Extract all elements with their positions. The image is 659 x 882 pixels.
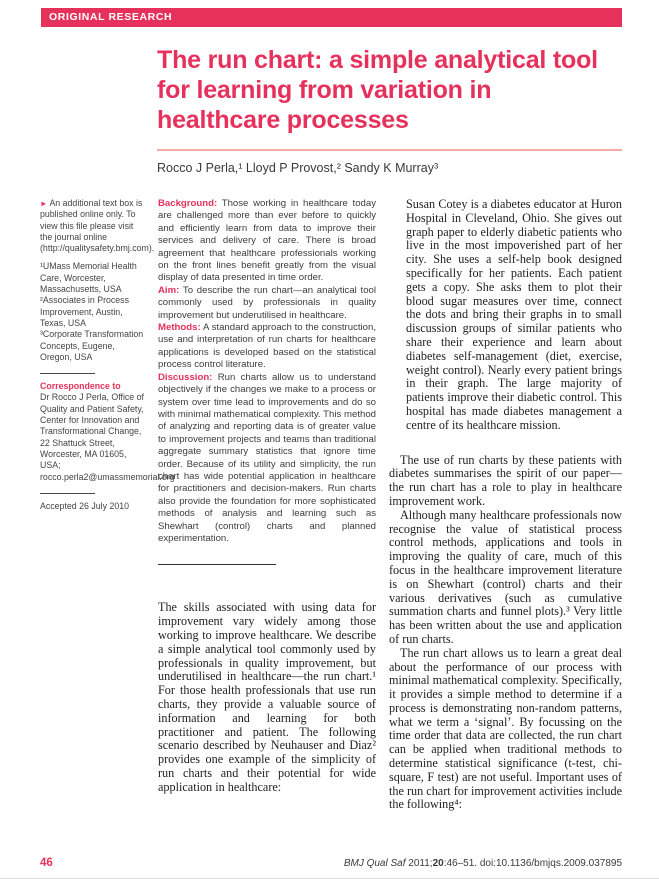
abstract-background-label: Background: xyxy=(158,198,218,209)
article-title-line-2: for learning from variation in xyxy=(157,76,492,104)
affiliation-1: ¹UMass Memorial Health Care, Worcester, Massachusetts, USA xyxy=(40,261,137,295)
page-number: 46 xyxy=(40,857,53,869)
correspondence-address: Dr Rocco J Perla, Office of Quality and Patient Safety, Center for Innovation and Transformational Change, 22 Shattuck Street, Worcester, MA 01605, USA; rocco.perla2@umassmemorial.org xyxy=(40,392,175,482)
online-supplement-note xyxy=(40,198,155,254)
abstract-end-divider xyxy=(158,564,276,565)
abstract-methods-label: Methods: xyxy=(158,322,201,334)
body-paragraph: Although many healthcare professionals now recognise the value of statistical process control methods, applications and tools in improving the quality of care, much of this focus in the healthcare improvement literature is on Shewhart (control) charts and their various derivatives (such as cumulative summation charts and funnel plots).³ Very little has been written about the use and application of run charts. xyxy=(389,507,622,646)
affiliation-2: ²Associates in Process Improvement, Austin, Texas, USA xyxy=(40,295,129,328)
abstract-methods-text: A standard approach to the construction, use and interpretation of run charts for healthcare applications is developed based on the statistical process control literature. xyxy=(158,322,376,371)
journal-citation xyxy=(344,858,622,869)
abstract-column xyxy=(158,198,376,795)
page-footer xyxy=(40,857,622,869)
page-bottom-edge xyxy=(0,878,659,879)
citation-volume: 20 xyxy=(432,858,444,869)
title-divider-rule xyxy=(157,149,622,151)
abstract-aim-text: To describe the run chart—an analytical tool commonly used by professionals in quality improvement but underutilised in healthcare. xyxy=(158,284,376,321)
correspondence-heading: Correspondence to xyxy=(40,381,121,392)
body-intro-paragraph: The skills associated with using data for improvement vary widely among those working to improve healthcare. We describe a simple analytical tool commonly used by professionals in quality improvement, but underutilised in healthcare—the run chart.¹ For those health professionals that use run charts, they provide a valuable source of information and learning for both practitioner and patient. The following scenario described by Neuhauser and Diaz² provides one example of the simplicity of run charts and their potential for wide application in healthcare: xyxy=(158,600,376,794)
abstract-aim xyxy=(158,285,376,322)
triangle-bullet-icon: ► xyxy=(40,199,48,208)
article-type-banner: ORIGINAL RESEARCH xyxy=(41,8,622,27)
abstract xyxy=(158,198,376,545)
abstract-discussion xyxy=(158,372,376,546)
abstract-background-text: Those working in healthcare today are challenged more than ever before to quickly and efficiently learn from data to improve their services and delivery of care. There is broad agreement that healthcare professionals working on the front lines benefit greatly from the visual display of data presented in time order. xyxy=(158,198,377,284)
abstract-aim-label: Aim: xyxy=(158,284,180,296)
citation-year: 2011; xyxy=(405,858,433,869)
affiliation-3: ³Corporate Transformation Concepts, Eugene, Oregon, USA xyxy=(40,329,144,362)
abstract-background xyxy=(158,198,376,285)
journal-page xyxy=(0,8,659,882)
sidebar-divider xyxy=(40,493,95,494)
article-title-line-3: healthcare processes xyxy=(157,106,409,134)
sidebar-divider xyxy=(40,373,95,374)
accepted-date: Accepted 26 July 2010 xyxy=(40,500,130,511)
article-title xyxy=(157,45,622,135)
abstract-methods xyxy=(158,322,376,372)
body-paragraph: The use of run charts by these patients with diabetes summarises the spirit of our paper—the run chart has a role to play in healthcare improvement work. xyxy=(389,452,622,508)
body-column xyxy=(389,198,622,812)
article-title-line-1: The run chart: a simple analytical tool xyxy=(157,46,598,74)
page-columns xyxy=(40,198,622,812)
online-supplement-note-text: An additional text box is published online only. To view this file please visit the journal online (http://qualitysafety.bmj.com). xyxy=(40,198,155,254)
abstract-discussion-text: Run charts allow us to understand objectively if the changes we make to a process or system over time lead to improvements and do so with minimal mathematical complexity. This method of analyzing and reporting data is of greater value to improvement projects and teams than traditional aggregate summary statistics that ignore time order. Because of its utility and simplicity, the run chart has wide potential application in healthcare for practitioners and decision-makers. Run charts also provide the foundation for more sophisticated methods of analysis and learning such as Shewhart (control) charts and planned experimentation. xyxy=(158,371,376,544)
block-quote: Susan Cotey is a diabetes educator at Huron Hospital in Cleveland, Ohio. She gives out graph paper to elderly diabetic patients who live in the most impoverished part of her city. She uses a self-help book designed specifically for her patients. Each patient gets a copy. She asks them to plot their blood sugar measures over time, connect the dots and bring their graphs in to small discussion groups of similar patients who share their experience and learn about diabetes self-management (diet, exercise, weight control). Nearly every patient brings in their graph. The large majority of patients improve their diabetic control. This hospital has made diabetes management a centre of its healthcare mission. xyxy=(406,197,622,432)
abstract-discussion-label: Discussion: xyxy=(158,371,213,383)
author-list: Rocco J Perla,¹ Lloyd P Provost,² Sandy K Murray³ xyxy=(157,161,439,175)
body-paragraph: The run chart allows us to learn a great deal about the performance of our process with minimal mathematical complexity. Specifically, it provides a simple method to determine if a process is demonstrating non-random patterns, what we term a ‘signal’. By focussing on the time order that data are collected, the run chart can be applied when traditional methods to determine statistical significance (t-test, chi-square, F test) are not useful. Important uses of the run chart for improvement activities include the following⁴: xyxy=(389,645,622,812)
citation-pages-doi: :46–51. doi:10.1136/bmjqs.2009.037895 xyxy=(443,858,622,869)
journal-name: BMJ Qual Saf xyxy=(343,858,406,869)
